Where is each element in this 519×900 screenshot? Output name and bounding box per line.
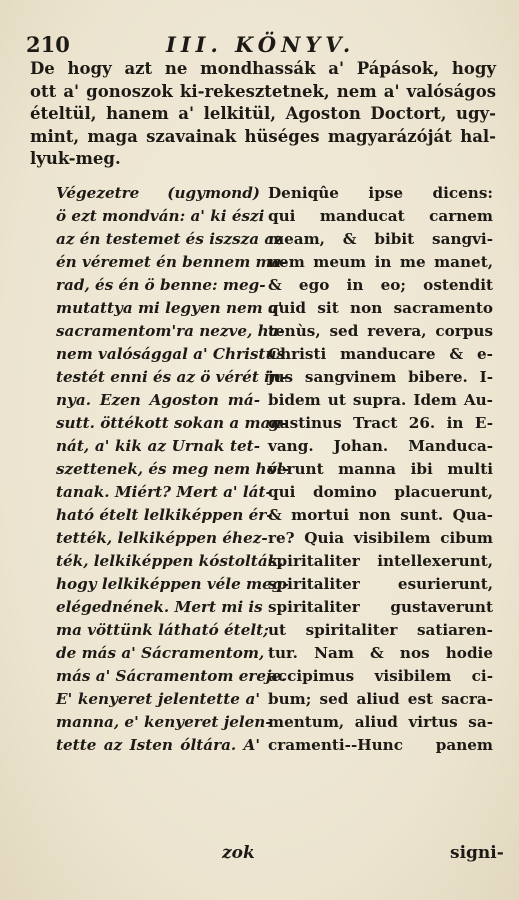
hungarian-line: tette az Isten óltára. A' xyxy=(56,736,260,754)
intro-line: lyuk-meg. xyxy=(30,149,121,169)
hungarian-line: testét enni és az ö vérét in- xyxy=(56,368,288,386)
intro-line: ott a' gonoszok ki-rekesztetnek, nem a' valóságos xyxy=(30,81,496,101)
intro-line: ételtül, hanem a' lelkitül, Agoston Doctort, ugy- xyxy=(30,104,496,124)
page-header xyxy=(26,32,499,60)
latin-line: qui domino placuerunt, xyxy=(268,483,493,501)
latin-line: tenùs, sed revera, corpus xyxy=(268,322,493,340)
hungarian-line: tették, lelkiképpen éhez- xyxy=(56,529,268,547)
hungarian-line: de más a' Sácramentom, xyxy=(56,644,265,662)
intro-line: mint, maga szavainak hüséges magyarázóját hal- xyxy=(30,126,496,146)
hungarian-line: nya. Ezen Agoston má- xyxy=(56,391,260,409)
latin-line: spiritaliter esurierunt, xyxy=(268,575,493,593)
latin-column xyxy=(268,182,493,757)
page-number: 210 xyxy=(26,32,70,57)
latin-line: verunt manna ibi multi xyxy=(268,460,493,478)
latin-line: mentum, aliud virtus sa- xyxy=(268,713,493,731)
running-title: III. KÖNYV. xyxy=(166,32,356,57)
hungarian-line: ható ételt lelkiképpen ér- xyxy=(56,506,273,524)
latin-line: bidem ut supra. Idem Au- xyxy=(268,391,493,409)
hungarian-line: én véremet én bennem ma- xyxy=(56,253,288,271)
latin-line: Deniqûe ipse dicens: xyxy=(268,184,493,202)
hungarian-line: Végezetre (ugymond) xyxy=(56,184,260,202)
hungarian-line: elégednének. Mert mi is xyxy=(56,598,263,616)
intro-line: De hogy azt ne mondhassák a' Pápások, hogy xyxy=(30,59,496,78)
hungarian-line: E' kenyeret jelentette a' xyxy=(56,690,260,708)
latin-line: jus sangvinem bibere. I- xyxy=(268,368,493,386)
catchword-right: signi- xyxy=(450,843,504,863)
latin-line: spiritaliter gustaverunt xyxy=(268,598,493,616)
catchword-left: zok xyxy=(222,843,255,863)
hungarian-line: manna, e' kenyeret jelen- xyxy=(56,713,272,731)
latin-line: quid sit non sacramento xyxy=(268,299,493,317)
hungarian-line: ték, lelkiképpen kóstolták, xyxy=(56,552,284,570)
hungarian-line: mutattya mi legyen nem a' xyxy=(56,299,283,317)
hungarian-line: hogy lelkiképpen véle meg- xyxy=(56,575,289,593)
latin-line: tur. Nam & nos hodie xyxy=(268,644,493,662)
latin-line: nem meum in me manet, xyxy=(268,253,493,271)
hungarian-line: ma vöttünk látható ételt; xyxy=(56,621,269,639)
latin-line: meam, & bibit sangvi- xyxy=(268,230,493,248)
latin-line: re? Quia visibilem cibum xyxy=(268,529,493,547)
hungarian-line: nát, a' kik az Urnak tet- xyxy=(56,437,260,455)
latin-line: & ego in eo; ostendit xyxy=(268,276,493,294)
hungarian-line: más a' Sácramentom ereje. xyxy=(56,667,287,685)
latin-line: ut spiritaliter satiaren- xyxy=(268,621,493,639)
hungarian-line: szettenek, és meg nem hól- xyxy=(56,460,289,478)
latin-line: spiritaliter intellexerunt, xyxy=(268,552,493,570)
latin-line: gustinus Tract 26. in E- xyxy=(268,414,493,432)
hungarian-line: sacramentom'ra nezve, ha- xyxy=(56,322,285,340)
hungarian-line: sutt. öttékott sokan a man- xyxy=(56,414,288,432)
hungarian-column xyxy=(56,182,289,757)
latin-line: accipimus visibilem ci- xyxy=(268,667,493,685)
hungarian-line: az én testemet és iszsza az xyxy=(56,230,283,248)
intro-paragraph xyxy=(30,58,496,171)
hungarian-line: rad, és én ö benne: meg- xyxy=(56,276,266,294)
latin-line: cramenti--Hunc panem xyxy=(268,736,493,754)
latin-line: bum; sed aliud est sacra- xyxy=(268,690,493,708)
latin-line: & mortui non sunt. Qua- xyxy=(268,506,493,524)
hungarian-line: tanak. Miért? Mert a' lát- xyxy=(56,483,272,501)
latin-line: vang. Johan. Manduca- xyxy=(268,437,493,455)
hungarian-line: ö ezt mondván: a' ki észi xyxy=(56,207,265,225)
latin-line: Christi manducare & e- xyxy=(268,345,493,363)
hungarian-line: nem valósággal a' Christus xyxy=(56,345,285,363)
latin-line: qui manducat carnem xyxy=(268,207,493,225)
